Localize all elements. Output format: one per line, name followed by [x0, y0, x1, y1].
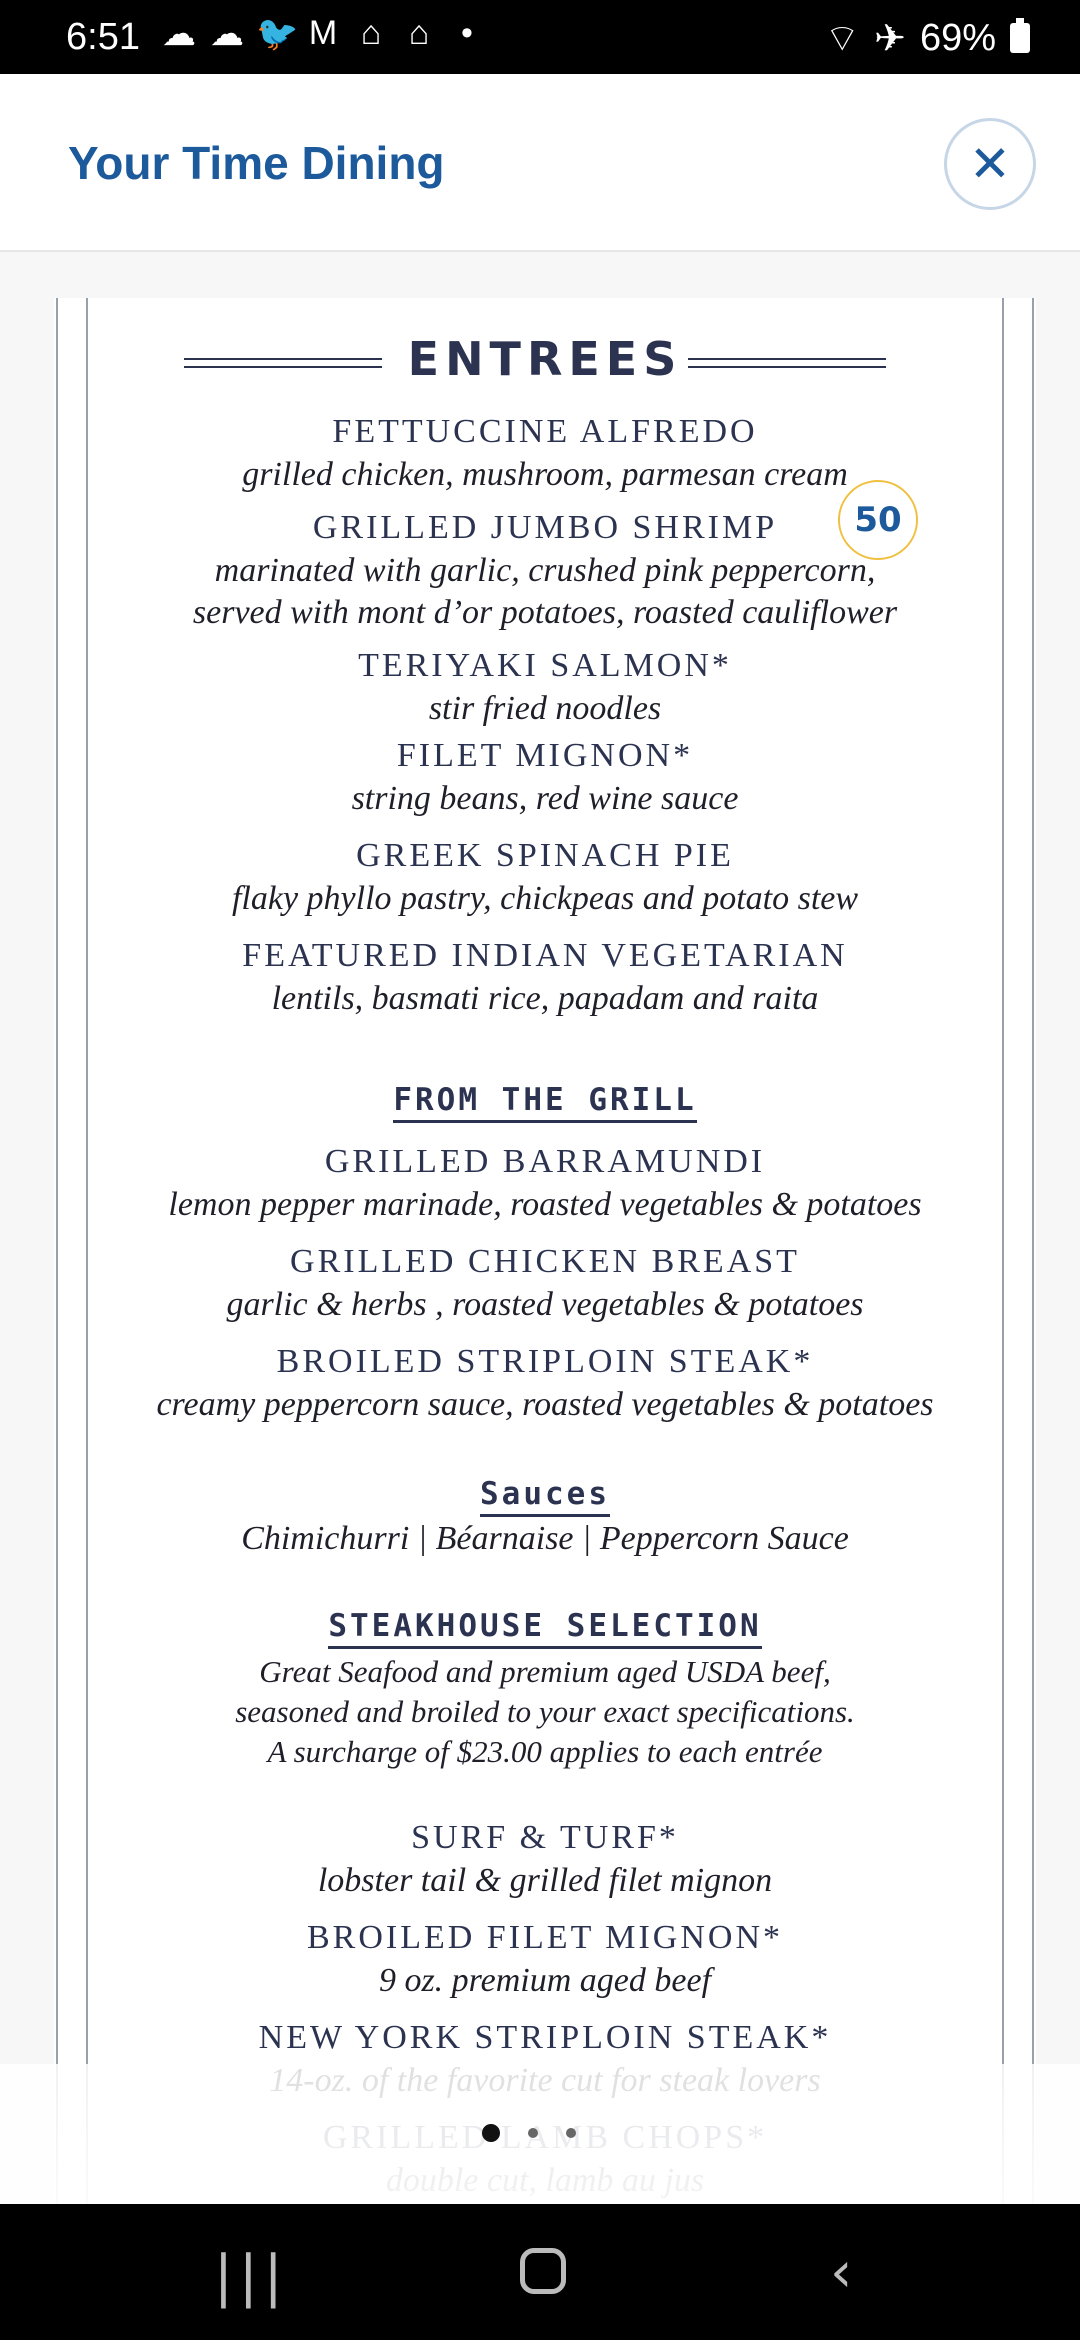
menu-item	[54, 734, 1036, 820]
item-name: FILET MIGNON*	[396, 737, 694, 774]
item-name: GRILLED JUMBO SHRIMP	[312, 509, 778, 546]
status-time: 6:51	[66, 16, 140, 58]
item-name: FEATURED INDIAN VEGETARIAN	[242, 937, 848, 974]
item-desc: flaky phyllo pastry, chickpeas and potato stew	[231, 880, 859, 917]
item-name: SURF & TURF*	[411, 1819, 679, 1856]
menu-item	[54, 1140, 1036, 1226]
item-name: BROILED STRIPLOIN STEAK*	[276, 1343, 814, 1380]
item-name: FETTUCCINE ALFREDO	[332, 413, 758, 450]
steakhouse-title-text: STEAKHOUSE SELECTION	[328, 1608, 761, 1649]
airplane-icon: ✈	[874, 17, 906, 60]
item-name: GRILLED BARRAMUNDI	[324, 1143, 766, 1180]
steakhouse-description	[54, 1652, 1036, 1772]
sauces-desc: Chimichurri | Béarnaise | Peppercorn Sauce	[241, 1520, 849, 1557]
item-desc: grilled chicken, mushroom, parmesan cream	[242, 456, 848, 493]
menu-viewer[interactable]	[0, 254, 1080, 2204]
sauces-list	[54, 1518, 1036, 1560]
item-name: BROILED FILET MIGNON*	[306, 1919, 783, 1956]
home-button-icon[interactable]	[520, 2248, 566, 2294]
recent-apps-icon[interactable]: |||	[214, 2244, 289, 2309]
item-desc: served with mont d’or potatoes, roasted cauliflower	[192, 594, 898, 631]
grill-title	[54, 1082, 1036, 1118]
menu-item	[54, 1240, 1036, 1326]
item-desc: stir fried noodles	[428, 690, 662, 727]
home-icon: ⌂	[408, 14, 430, 52]
badge-text: 50	[854, 500, 902, 540]
item-desc: 9 oz. premium aged beef	[378, 1962, 712, 1999]
item-name: GRILLED CHICKEN BREAST	[290, 1243, 800, 1280]
page-dot[interactable]	[528, 2128, 538, 2138]
home-icon: ⌂	[360, 14, 382, 52]
gmail-icon: M	[308, 14, 338, 52]
cloud-icon: ☁	[162, 15, 196, 53]
back-icon[interactable]: ‹	[830, 2240, 853, 2305]
battery-icon	[1010, 23, 1030, 53]
page-title: Your Time Dining	[68, 137, 445, 189]
menu-item	[54, 1816, 1036, 1902]
title-ornament	[688, 358, 886, 368]
dot-icon: •	[461, 14, 473, 52]
navigation-bar	[0, 2204, 1080, 2340]
menu-item	[54, 934, 1036, 1020]
page-dot[interactable]	[482, 2124, 500, 2142]
item-desc: marinated with garlic, crushed pink peppercorn,	[214, 552, 876, 589]
status-right	[824, 14, 1030, 62]
twitter-icon: 🐦	[256, 15, 299, 53]
wifi-icon: ⌔	[824, 18, 861, 60]
steakhouse-desc-line: A surcharge of $23.00 applies to each entrée	[267, 1734, 823, 1769]
steakhouse-desc-line: Great Seafood and premium aged USDA beef,	[259, 1654, 831, 1689]
cloud-icon: ☁	[210, 15, 244, 53]
grill-title-text: FROM THE GRILL	[393, 1082, 696, 1123]
close-button[interactable]	[944, 118, 1036, 210]
status-bar	[0, 0, 1080, 74]
menu-item	[54, 834, 1036, 920]
carnival-50th-birthday-badge	[838, 480, 918, 560]
item-desc: creamy peppercorn sauce, roasted vegetables & potatoes	[156, 1386, 934, 1423]
page-indicator[interactable]	[482, 2124, 576, 2142]
entrees-title: ENTREES	[407, 332, 683, 386]
item-desc: garlic & herbs , roasted vegetables & potatoes	[226, 1286, 864, 1323]
item-name: TERIYAKI SALMON*	[358, 647, 732, 684]
item-desc: string beans, red wine sauce	[351, 780, 739, 817]
menu-item	[54, 1340, 1036, 1426]
item-name: GREEK SPINACH PIE	[356, 837, 734, 874]
item-desc: lemon pepper marinade, roasted vegetables & potatoes	[168, 1186, 922, 1223]
sauces-title-text: Sauces	[480, 1476, 610, 1517]
dining-header	[0, 74, 1080, 252]
steakhouse-desc-line: seasoned and broiled to your exact specifications.	[235, 1694, 855, 1729]
item-desc: lobster tail & grilled filet mignon	[317, 1862, 773, 1899]
notification-icons	[160, 14, 486, 54]
sauces-title	[54, 1476, 1036, 1512]
steakhouse-title	[54, 1608, 1036, 1644]
item-desc: lentils, basmati rice, papadam and raita	[271, 980, 819, 1017]
close-icon: ✕	[969, 136, 1011, 192]
battery-percent: 69%	[919, 16, 996, 59]
page-dot[interactable]	[566, 2128, 576, 2138]
menu-item	[54, 1916, 1036, 2002]
menu-item	[54, 644, 1036, 730]
item-name: NEW YORK STRIPLOIN STEAK*	[258, 2019, 832, 2056]
